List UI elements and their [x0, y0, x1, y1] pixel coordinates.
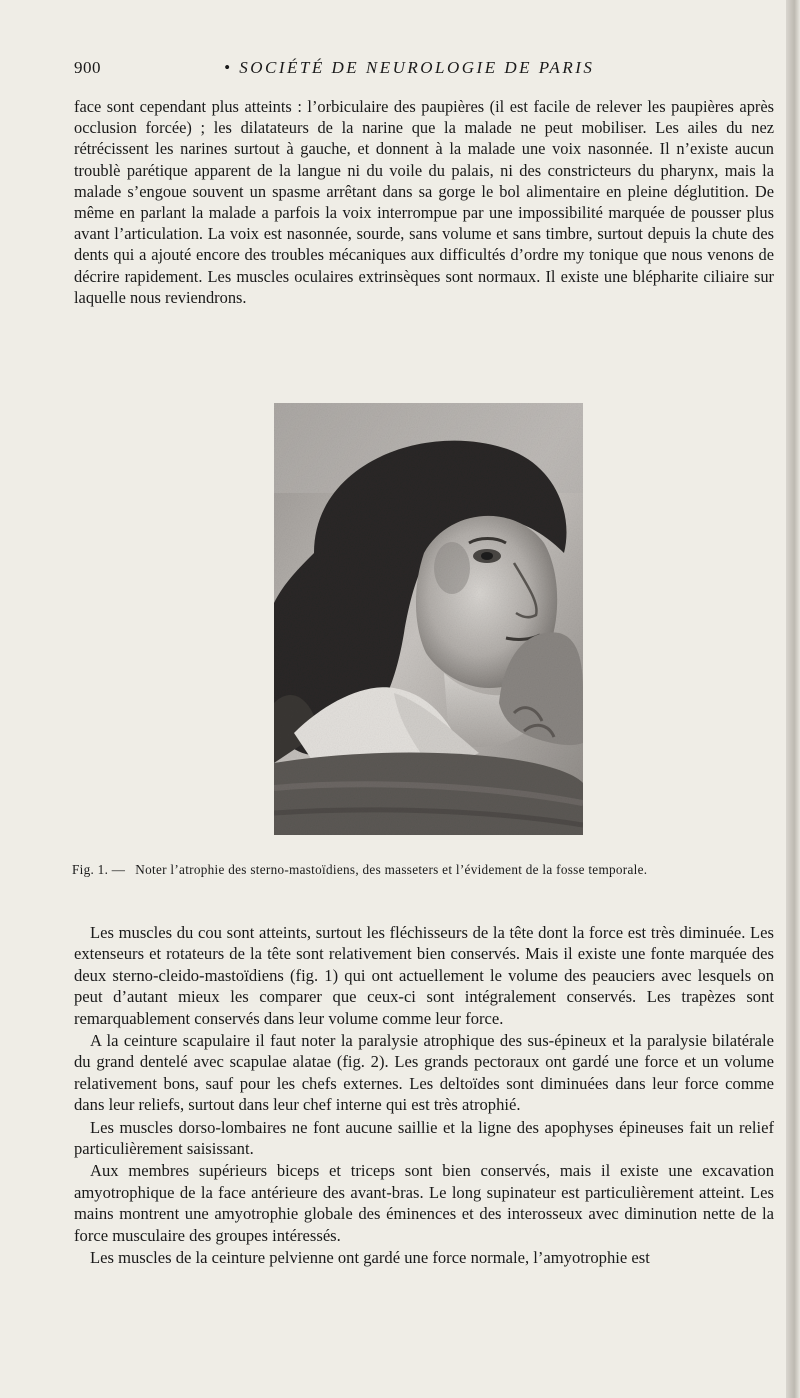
paragraph: Les muscles du cou sont atteints, surtout les fléchisseurs de la tête dont la force est très diminuée. Les extenseurs et rotateurs de la tête sont relativement bien conservés. Mais il existe une fonte marquée des deux sterno-cleido-mastoïdiens (fig. 1) qui ont actuellement le volume des peauciers avec lesquels on peut d’autant mieux les comparer que ceux-ci sont intégralement conservés. Les trapèzes sont remarquablement conservés dans leur volume comme leur force. [74, 923, 774, 1028]
paragraph: face sont cependant plus atteints : l’orbiculaire des paupières (il est facile de relever les paupières après occlusion forcée) ; les dilatateurs de la narine que la malade ne peut mobiliser. Les ailes du nez rétrécissent les narines surtout à gauche, et donnent à la malade une voix nasonnée. Il n’existe aucun troublè parétique apparent de la langue ni du voile du palais, ni des constricteurs du pharynx, mais la malade s’engoue souvent un spasme arrêtant dans sa gorge le bol alimentaire en pleine déglutition. De même en parlant la malade a parfois la voix interrompue par une impossibilité marquée de pousser plus avant l’articulation. La voix est nasonnée, sourde, sans volume et sans timbre, surtout depuis la chute des dents qui a ajouté encore des troubles mécaniques aux difficultés d’ordre my tonique que nous venons de décrire rapidement. Les muscles oculaires extrinsèques sont normaux. Il existe une blépharite ciliaire sur laquelle nous reviendrons. [74, 97, 774, 307]
intro-paragraph-block [74, 96, 774, 308]
paragraph: Aux membres supérieurs biceps et triceps sont bien conservés, mais il existe une excavation amyotrophique de la face antérieure des avant-bras. Le long supinateur est particulièrement atteint. Les mains montrent une amyotrophie globale des éminences et des interosseux avec diminution nette de la force musculaire des groupes intéressés. [74, 1161, 774, 1245]
patient-photograph [274, 403, 583, 835]
figure-caption-text: Noter l’atrophie des sterno-mastoïdiens, des masseters et l’évidement de la fosse temporale. [135, 862, 648, 877]
page-number: 900 [74, 58, 101, 77]
page-edge-shadow [786, 0, 800, 1398]
journal-title: • SOCIÉTÉ DE NEUROLOGIE DE PARIS [224, 58, 595, 77]
paragraph: Les muscles dorso-lombaires ne font aucune saillie et la ligne des apophyses épineuses fait un relief particulièrement saisissant. [74, 1117, 774, 1159]
figure-label: Fig. 1. — [72, 862, 126, 877]
running-head [74, 58, 774, 84]
paragraph: A la ceinture scapulaire il faut noter la paralysie atrophique des sus-épineux et la paralysie bilatérale du grand dentelé avec scapulae alatae (fig. 2). Les grands pectoraux ont gardé une force et un volume relativement bons, sauf pour les chefs externes. Les deltoïdes sont diminuées dans leur force comme dans leur reliefs, surtout dans leur chef interne qui est très atrophié. [74, 1031, 774, 1115]
body-paragraphs-block [74, 922, 774, 1270]
figure-1 [274, 403, 583, 835]
paragraph: Les muscles de la ceinture pelvienne ont gardé une force normale, l’amyotrophie est [90, 1248, 650, 1268]
figure-caption [72, 862, 787, 878]
